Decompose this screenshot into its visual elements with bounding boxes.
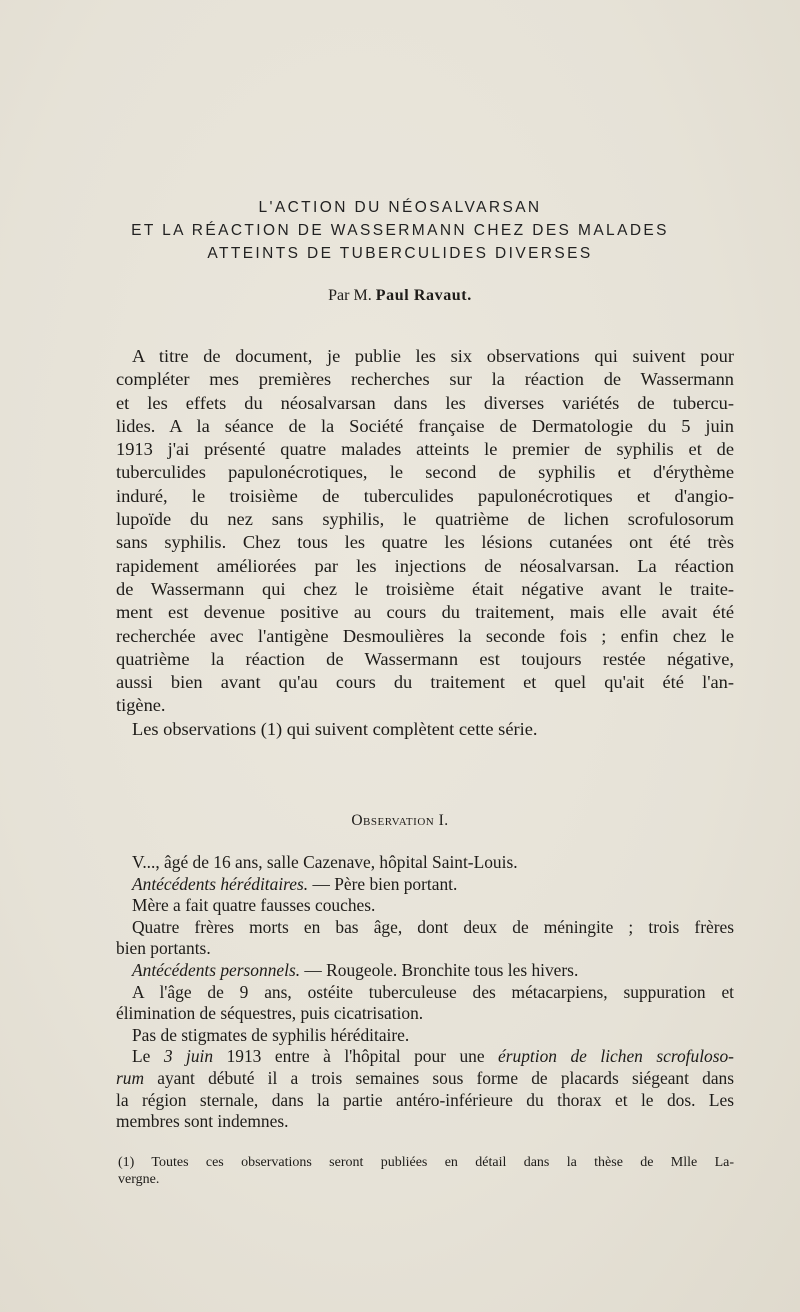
intro-line: et les effets du néosalvarsan dans les diverses variétés de tubercu-: [116, 392, 734, 413]
intro-line: lides. A la séance de la Société française de Dermatologie du 5 juin: [116, 415, 734, 436]
author-name: Paul Ravaut.: [375, 287, 472, 304]
obs-brothers-line-2: bien portants.: [116, 938, 211, 959]
hereditary-label: Antécédents héréditaires.: [132, 873, 309, 894]
obs-osteitis-line: A l'âge de 9 ans, ostéite tuberculeuse des métacarpiens, suppuration et: [132, 981, 734, 1002]
byline-prefix: Par M.: [328, 287, 372, 304]
intro-line: de Wassermann qui chez le troisième était négative avant le traite-: [116, 578, 734, 599]
footnote: [118, 1155, 734, 1188]
obs-entry-line-3: la région sternale, dans la partie antéro-inférieure du thorax et le dos. Les: [116, 1089, 734, 1110]
footnote-line-2: vergne.: [118, 1171, 160, 1187]
intro-line: induré, le troisième de tuberculides papulonécrotiques et d'angio-: [116, 485, 734, 506]
intro-line: tuberculides papulonécrotiques, le second de syphilis et d'érythème: [116, 462, 734, 483]
entry-prefix: Le: [132, 1046, 164, 1067]
obs-osteitis-line-2: élimination de séquestres, puis cicatrisation.: [116, 1003, 424, 1024]
obs-entry-line-2: [116, 1068, 734, 1090]
observation-heading-number: I.: [438, 812, 449, 829]
observation-heading-word: Observation: [351, 812, 435, 829]
intro-line: aussi bien avant qu'au cours du traitement et quel qu'ait été l'an-: [116, 672, 734, 693]
intro-line: 1913 j'ai présenté quatre malades atteints le premier de syphilis et de: [116, 439, 734, 460]
intro-line: compléter mes premières recherches sur la réaction de Wassermann: [116, 369, 734, 390]
obs-patient-line: V..., âgé de 16 ans, salle Cazenave, hôpital Saint-Louis.: [132, 852, 518, 872]
obs-stigmata-line: Pas de stigmates de syphilis héréditaire.: [132, 1024, 410, 1045]
obs-personal-line: [116, 960, 734, 982]
intro-line: recherchée avec l'antigène Desmoulières la seconde fois ; enfin chez le: [116, 625, 734, 646]
obs-mother-line: Mère a fait quatre fausses couches.: [132, 895, 376, 916]
footnote-line-1: (1) Toutes ces observations seront publiées en détail dans la thèse de Mlle La-: [118, 1155, 734, 1170]
entry-mid: 1913 entre à l'hôpital pour une: [213, 1046, 499, 1067]
article-title-line-1: L'ACTION DU NÉOSALVARSAN: [258, 199, 542, 216]
intro-line: ment est devenue positive au cours du traitement, mais elle avait été: [116, 602, 734, 623]
obs-brothers-line: Quatre frères morts en bas âge, dont deux de méningite ; trois frères: [132, 916, 734, 937]
intro-line: A titre de document, je publie les six observations qui suivent pour: [132, 346, 734, 366]
entry-diagnosis-end: rum: [116, 1067, 145, 1088]
intro-paragraph: [116, 345, 734, 741]
byline: [0, 287, 800, 305]
intro-line: sans syphilis. Chez tous les quatre les lésions cutanées ont été très: [116, 532, 734, 553]
obs-entry-line-4: membres sont indemnes.: [116, 1111, 289, 1132]
observation-heading: [0, 812, 800, 830]
intro-line: quatrième la réaction de Wassermann est toujours restée négative,: [116, 648, 734, 669]
intro-line: lupoïde du nez sans syphilis, le quatrième de lichen scrofulosorum: [116, 509, 734, 530]
obs-entry-line: [116, 1046, 734, 1068]
personal-label: Antécédents personnels.: [132, 959, 301, 980]
intro-closing-line: Les observations (1) qui suivent complètent cette série.: [132, 718, 538, 739]
entry-line-2-rest: ayant débuté il a trois semaines sous forme de placards siégeant dans: [144, 1067, 734, 1088]
intro-line: rapidement améliorées par les injections de néosalvarsan. La réaction: [116, 555, 734, 576]
intro-line: tigène.: [116, 695, 166, 716]
article-title-line-2: ET LA RÉACTION DE WASSERMANN CHEZ DES MALADES: [131, 222, 669, 239]
hereditary-value: — Père bien portant.: [308, 873, 458, 894]
personal-value: — Rougeole. Bronchite tous les hivers.: [300, 959, 579, 980]
observation-body: [116, 852, 734, 1133]
obs-hereditary-line: [116, 874, 734, 896]
article-title-line-3: ATTEINTS DE TUBERCULIDES DIVERSES: [207, 245, 593, 262]
entry-date: 3 juin: [163, 1046, 214, 1067]
entry-diagnosis: éruption de lichen scrofuloso-: [498, 1046, 734, 1067]
